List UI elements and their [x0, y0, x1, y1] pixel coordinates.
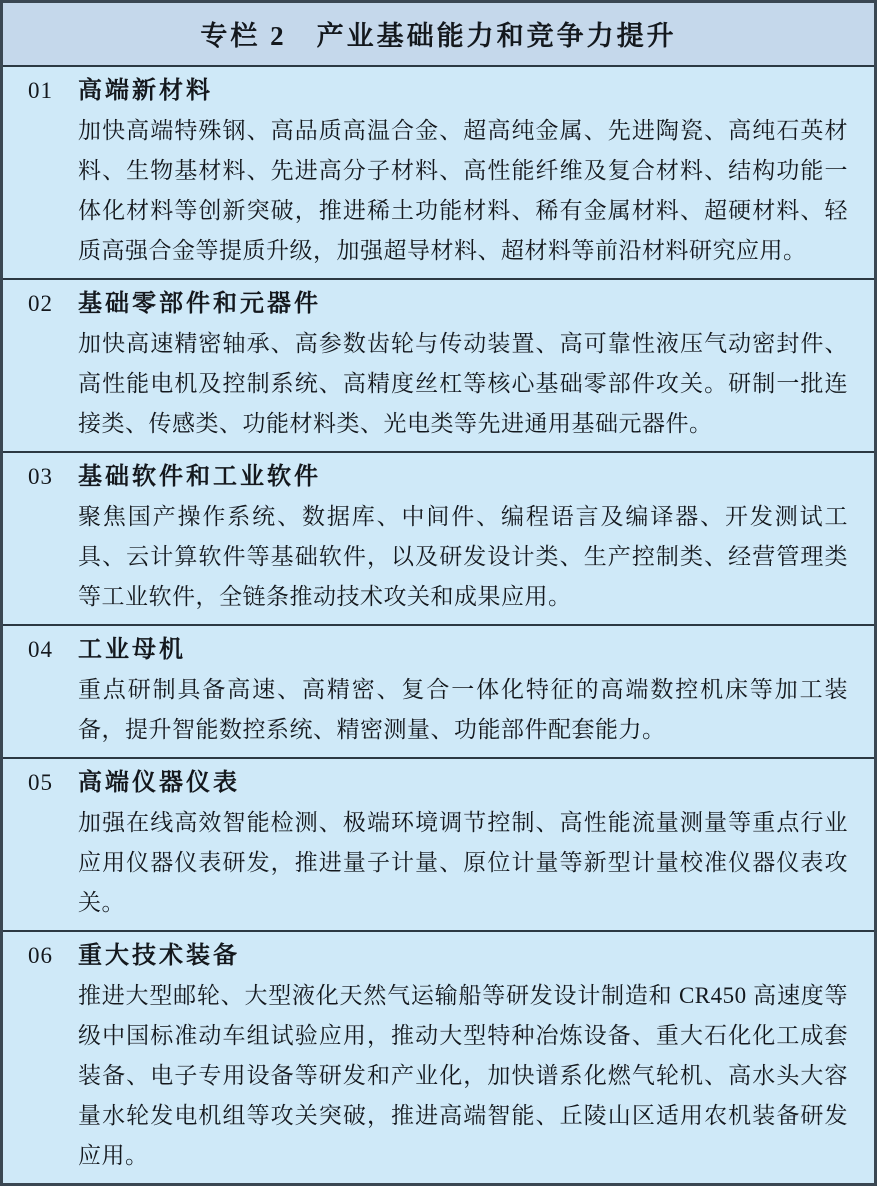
section-heading: [28, 457, 848, 497]
section-number: 02: [28, 291, 53, 316]
section-number: 04: [28, 637, 53, 662]
section-number: 03: [28, 464, 53, 489]
section-title: 重大技术装备: [78, 943, 240, 969]
section-title: 基础软件和工业软件: [78, 464, 321, 490]
section-row-03: [3, 453, 874, 626]
section-title: 工业母机: [78, 637, 186, 663]
section-title: 高端仪器仪表: [78, 770, 240, 796]
section-row-05: [3, 759, 874, 932]
section-body: 加快高端特殊钢、高品质高温合金、超高纯金属、先进陶瓷、高纯石英材料、生物基材料、先进高分子材料、高性能纤维及复合材料、结构功能一体化材料等创新突破，推进稀土功能材料、稀有金属材料、超硬材料、轻质高强合金等提质升级，加强超导材料、超材料等前沿材料研究应用。: [78, 118, 848, 263]
section-row-06: [3, 932, 874, 1183]
section-row-01: [3, 67, 874, 280]
section-number: 06: [28, 943, 53, 968]
section-body: 加快高速精密轴承、高参数齿轮与传动装置、高可靠性液压气动密封件、高性能电机及控制系统、高精度丝杠等核心基础零部件攻关。研制一批连接类、传感类、功能材料类、光电类等先进通用基础元器件。: [78, 331, 848, 436]
section-number: 01: [28, 78, 53, 103]
section-body: 推进大型邮轮、大型液化天然气运输船等研发设计制造和 CR450 高速度等级中国标准动车组试验应用，推动大型特种冶炼设备、重大石化化工成套装备、电子专用设备等研发和产业化，加快谱系化燃气轮机、高水头大容量水轮发电机组等攻关突破，推进高端智能、丘陵山区适用农机装备研发应用。: [78, 983, 848, 1168]
section-title: 高端新材料: [78, 78, 213, 104]
section-row-04: [3, 626, 874, 759]
section-number: 05: [28, 770, 53, 795]
section-row-02: [3, 280, 874, 453]
section-heading: [28, 284, 848, 324]
panel-header: [3, 3, 874, 67]
section-heading: [28, 71, 848, 111]
section-heading: [28, 630, 848, 670]
section-body: 聚焦国产操作系统、数据库、中间件、编程语言及编译器、开发测试工具、云计算软件等基础软件，以及研发设计类、生产控制类、经营管理类等工业软件，全链条推动技术攻关和成果应用。: [78, 504, 848, 609]
panel-title: 专栏 2 产业基础能力和竞争力提升: [200, 21, 677, 51]
section-heading: [28, 936, 848, 976]
section-heading: [28, 763, 848, 803]
section-body: 加强在线高效智能检测、极端环境调节控制、高性能流量测量等重点行业应用仪器仪表研发，推进量子计量、原位计量等新型计量校准仪器仪表攻关。: [78, 810, 848, 915]
section-title: 基础零部件和元器件: [78, 291, 321, 317]
section-body: 重点研制具备高速、高精密、复合一体化特征的高端数控机床等加工装备，提升智能数控系统、精密测量、功能部件配套能力。: [78, 677, 848, 742]
